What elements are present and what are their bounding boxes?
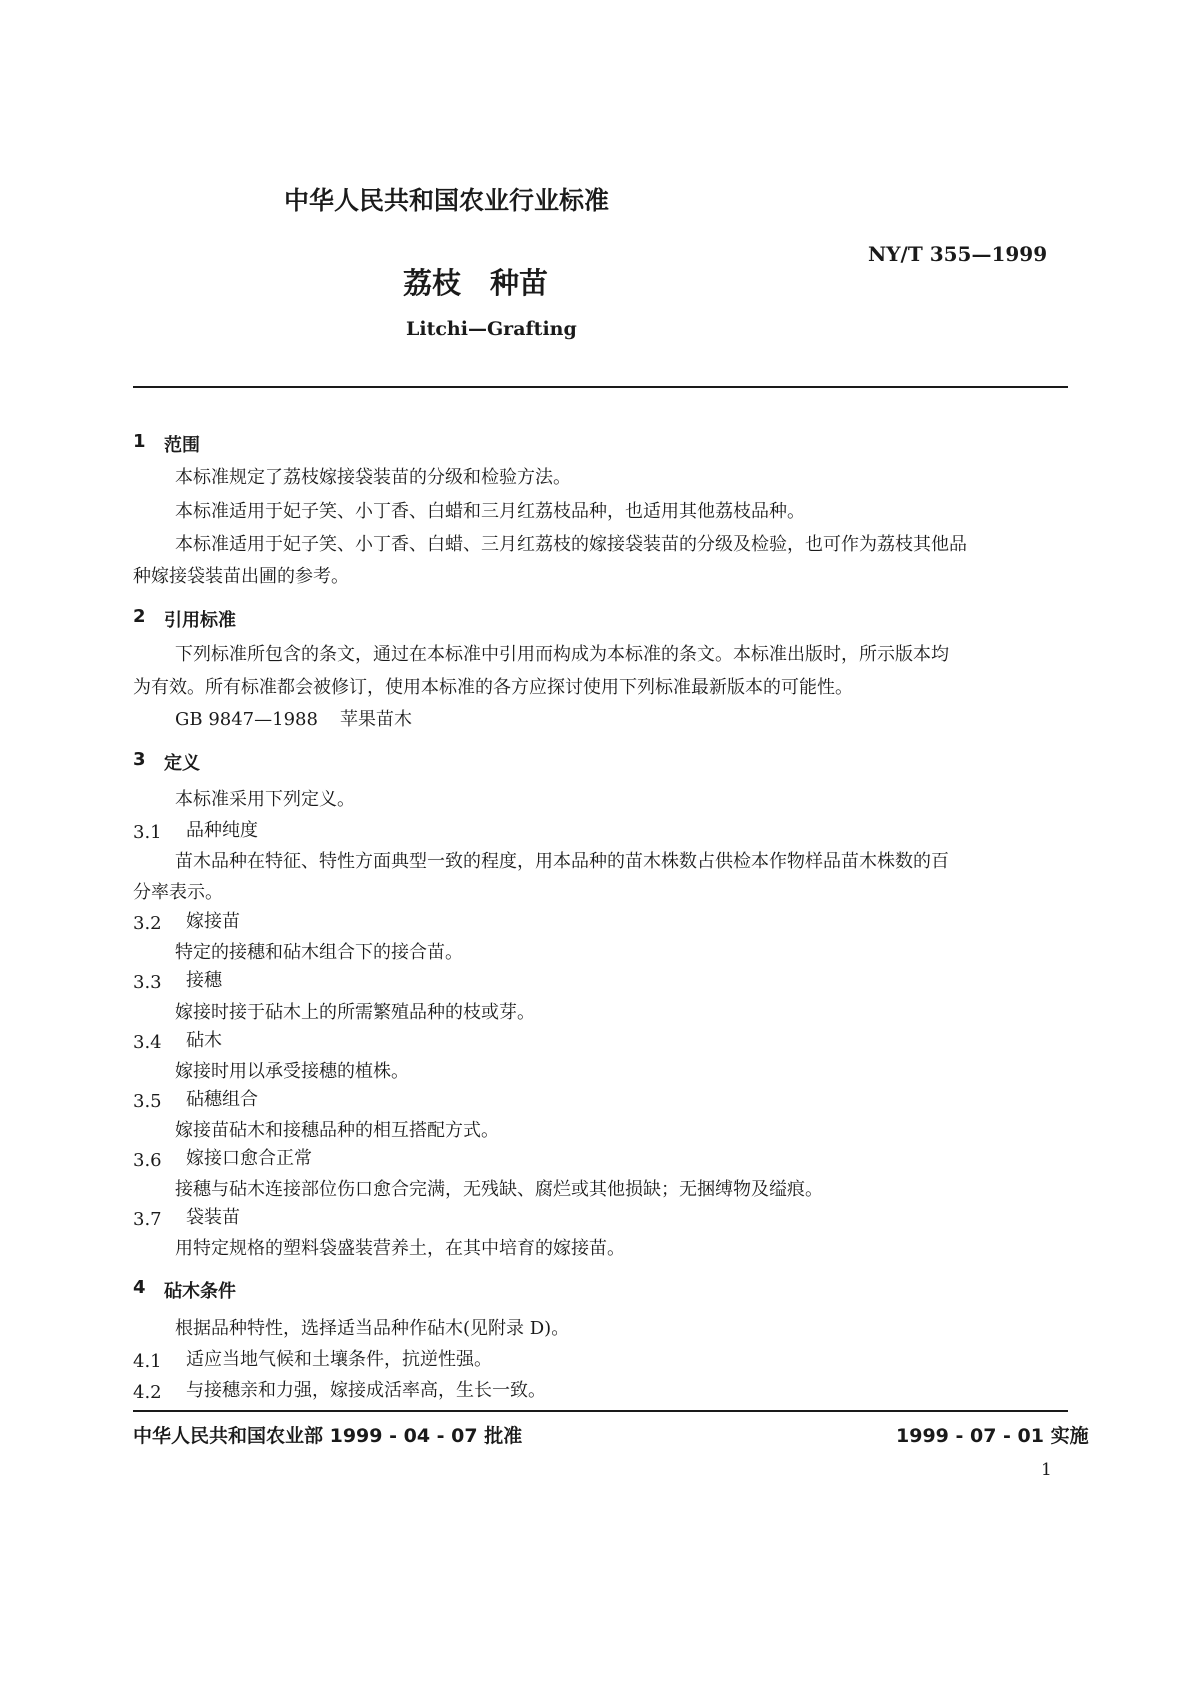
org-standard-title: 中华人民共和国农业行业标准: [284, 186, 610, 215]
clause-3-5-number: 3.5: [133, 1091, 162, 1112]
clause-4-1-text: 适应当地气候和土壤条件，抗逆性强。: [186, 1349, 492, 1370]
clause-4-2-text: 与接穗亲和力强，嫁接成活率高，生长一致。: [186, 1380, 546, 1401]
section-1-para-1: 本标准规定了荔枝嫁接袋装苗的分级和检验方法。: [175, 467, 571, 488]
clause-3-3-term: 接穗: [186, 970, 222, 991]
clause-4-1-number: 4.1: [133, 1351, 162, 1372]
section-1-para-3-line-2: 种嫁接袋装苗出圃的参考。: [133, 566, 349, 587]
footer-effective-date: 1999 - 07 - 01 实施: [896, 1425, 1089, 1447]
clause-3-3-def: 嫁接时接于砧木上的所需繁殖品种的枝或芽。: [175, 1002, 535, 1023]
clause-3-7-number: 3.7: [133, 1209, 162, 1230]
clause-3-4-number: 3.4: [133, 1032, 162, 1053]
section-4-intro: 根据品种特性，选择适当品种作砧木(见附录 D)。: [175, 1318, 570, 1339]
section-1-title: 范围: [164, 435, 200, 456]
clause-3-5-def: 嫁接苗砧木和接穗品种的相互搭配方式。: [175, 1120, 499, 1141]
clause-3-1-def-line-2: 分率表示。: [133, 882, 223, 903]
reference-name: 苹果苗木: [340, 709, 412, 730]
clause-4-2-number: 4.2: [133, 1382, 162, 1403]
clause-3-2-number: 3.2: [133, 913, 162, 934]
header-divider: [133, 386, 1068, 388]
section-2-para-line-2: 为有效。所有标准都会被修订，使用本标准的各方应探讨使用下列标准最新版本的可能性。: [133, 677, 853, 698]
section-3-title: 定义: [164, 753, 200, 774]
clause-3-5-term: 砧穗组合: [186, 1089, 258, 1110]
section-2-number: 2: [133, 606, 146, 627]
standard-code: NY/T 355—1999: [868, 242, 1048, 266]
section-1-number: 1: [133, 431, 146, 452]
clause-3-4-def: 嫁接时用以承受接穗的植株。: [175, 1061, 409, 1082]
footer-issuer: 中华人民共和国农业部 1999 - 04 - 07 批准: [133, 1425, 523, 1447]
clause-3-7-def: 用特定规格的塑料袋盛装营养土，在其中培育的嫁接苗。: [175, 1238, 625, 1259]
clause-3-6-number: 3.6: [133, 1150, 162, 1171]
section-2-title: 引用标准: [164, 610, 236, 631]
document-title-en: Litchi—Grafting: [406, 318, 577, 340]
footer-divider: [133, 1410, 1068, 1412]
clause-3-7-term: 袋装苗: [186, 1207, 240, 1228]
section-3-number: 3: [133, 749, 146, 770]
clause-3-3-number: 3.3: [133, 972, 162, 993]
section-3-intro: 本标准采用下列定义。: [175, 789, 355, 810]
section-1-para-3-line-1: 本标准适用于妃子笑、小丁香、白蜡、三月红荔枝的嫁接袋装苗的分级及检验，也可作为荔枝其他品: [175, 534, 967, 555]
clause-3-6-term: 嫁接口愈合正常: [186, 1148, 312, 1169]
clause-3-2-def: 特定的接穗和砧木组合下的接合苗。: [175, 942, 463, 963]
section-4-number: 4: [133, 1277, 146, 1298]
clause-3-1-def-line-1: 苗木品种在特征、特性方面典型一致的程度，用本品种的苗木株数占供检本作物样品苗木株数的百: [175, 851, 949, 872]
section-1-para-2: 本标准适用于妃子笑、小丁香、白蜡和三月红荔枝品种，也适用其他荔枝品种。: [175, 501, 805, 522]
section-4-title: 砧木条件: [164, 1281, 236, 1302]
clause-3-2-term: 嫁接苗: [186, 911, 240, 932]
clause-3-6-def: 接穗与砧木连接部位伤口愈合完满，无残缺、腐烂或其他损缺；无捆缚物及缢痕。: [175, 1179, 823, 1200]
clause-3-4-term: 砧木: [186, 1030, 222, 1051]
reference-code: GB 9847—1988: [175, 709, 318, 730]
clause-3-1-number: 3.1: [133, 822, 162, 843]
document-title-cn: 荔枝 种苗: [403, 266, 549, 300]
page-number: 1: [1041, 1460, 1052, 1480]
clause-3-1-term: 品种纯度: [186, 820, 258, 841]
section-2-para-line-1: 下列标准所包含的条文，通过在本标准中引用而构成为本标准的条文。本标准出版时，所示版本均: [175, 644, 949, 665]
